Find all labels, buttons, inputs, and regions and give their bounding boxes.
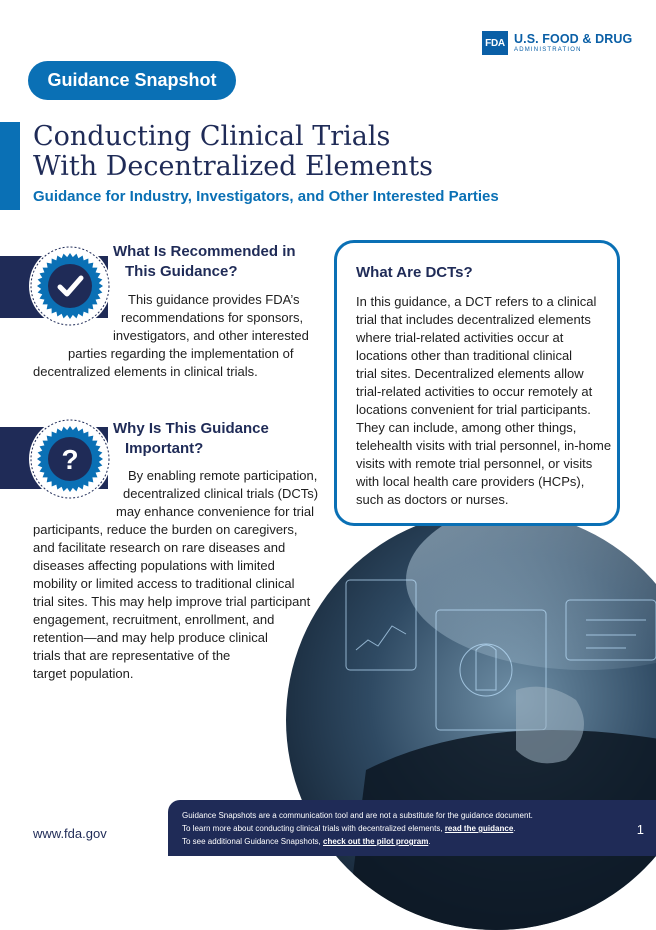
dct-heading: What Are DCTs?	[356, 264, 473, 281]
footer-disclaimer-box	[168, 800, 656, 856]
footer-period: .	[513, 824, 516, 833]
recommended-heading-line-2: This Guidance?	[125, 263, 238, 280]
important-line: engagement, recruitment, enrollment, and	[33, 612, 275, 627]
fda-logo-mark: FDA	[482, 31, 508, 55]
important-line: By enabling remote participation,	[128, 468, 318, 483]
dct-line: telehealth visits with trial personnel, in-home	[356, 438, 612, 453]
title-line-2: With Decentralized Elements	[33, 151, 434, 182]
question-mark-icon	[28, 417, 112, 501]
footer-learn-text: To learn more about conducting clinical trials with decentralized elements,	[182, 824, 443, 833]
dct-line: with local health care providers (HCPs),	[356, 474, 585, 489]
dct-line: They can include, among other things,	[356, 420, 577, 435]
page-number: 1	[636, 822, 644, 837]
dct-line: trial that includes decentralized elements	[356, 312, 591, 327]
recommended-line: decentralized elements in clinical trials.	[33, 364, 258, 379]
important-heading-line-2: Important?	[125, 440, 204, 457]
page-title	[33, 122, 433, 182]
important-heading-line-1: Why Is This Guidance	[113, 420, 269, 437]
fda-logo	[482, 30, 632, 56]
guidance-snapshot-badge: Guidance Snapshot	[28, 61, 236, 100]
footer-disclaimer: Guidance Snapshots are a communication tool and are not a substitute for the guidance document.	[182, 811, 533, 820]
important-line: trials that are representative of the	[33, 648, 231, 663]
dct-line: such as doctors or nurses.	[356, 492, 509, 507]
important-line: and facilitate research on rare diseases and	[33, 540, 286, 555]
page-subtitle: Guidance for Industry, Investigators, and Other Interested Parties	[33, 188, 499, 205]
recommended-line: investigators, and other interested	[113, 328, 309, 343]
read-guidance-link[interactable]: read the guidance	[444, 824, 514, 833]
dct-line: trial sites. Decentralized elements allow	[356, 366, 584, 381]
footer-period: .	[428, 837, 431, 846]
agency-subname: ADMINISTRATION	[514, 47, 582, 54]
important-line: trial sites. This may help improve trial participant	[33, 594, 311, 609]
dct-line: locations other than traditional clinical	[356, 348, 573, 363]
svg-text:?: ?	[61, 444, 79, 475]
important-line: retention—and may help produce clinical	[33, 630, 268, 645]
important-line: may enhance convenience for trial	[116, 504, 315, 519]
important-line: target population.	[33, 666, 134, 681]
dct-line: In this guidance, a DCT refers to a clinical	[356, 294, 597, 309]
title-line-1: Conducting Clinical Trials	[33, 121, 391, 152]
recommended-heading-line-1: What Is Recommended in	[113, 243, 296, 260]
footer-see-text: To see additional Guidance Snapshots,	[182, 837, 321, 846]
important-line: diseases affecting populations with limited	[33, 558, 275, 573]
dct-definition-box	[334, 240, 620, 526]
dct-line: visits with remote trial personnel, or visits	[356, 456, 593, 471]
important-line: mobility or limited access to traditional clinical	[33, 576, 295, 591]
dct-line: locations convenient for trial participants.	[356, 402, 591, 417]
recommended-line: recommendations for sponsors,	[121, 310, 304, 325]
recommended-heading	[113, 242, 296, 282]
important-line: decentralized clinical trials (DCTs)	[123, 486, 319, 501]
checkmark-icon	[28, 244, 112, 328]
dct-line: where trial-related activities occur at	[356, 330, 564, 345]
pilot-program-link[interactable]: check out the pilot program	[323, 837, 429, 846]
footer-url-link[interactable]: www.fda.gov	[33, 826, 107, 841]
dct-line: trial-related activities to occur remotely at	[356, 384, 593, 399]
important-heading	[113, 419, 269, 459]
agency-name: U.S. FOOD & DRUG	[514, 31, 633, 46]
recommended-line: parties regarding the implementation of	[68, 346, 294, 361]
important-line: participants, reduce the burden on caregivers,	[33, 522, 298, 537]
footer-learn-line	[182, 824, 516, 833]
telehealth-photo	[286, 510, 656, 930]
footer-see-line	[182, 837, 431, 846]
recommended-line: This guidance provides FDA’s	[128, 292, 300, 307]
title-accent-bar	[0, 122, 20, 210]
